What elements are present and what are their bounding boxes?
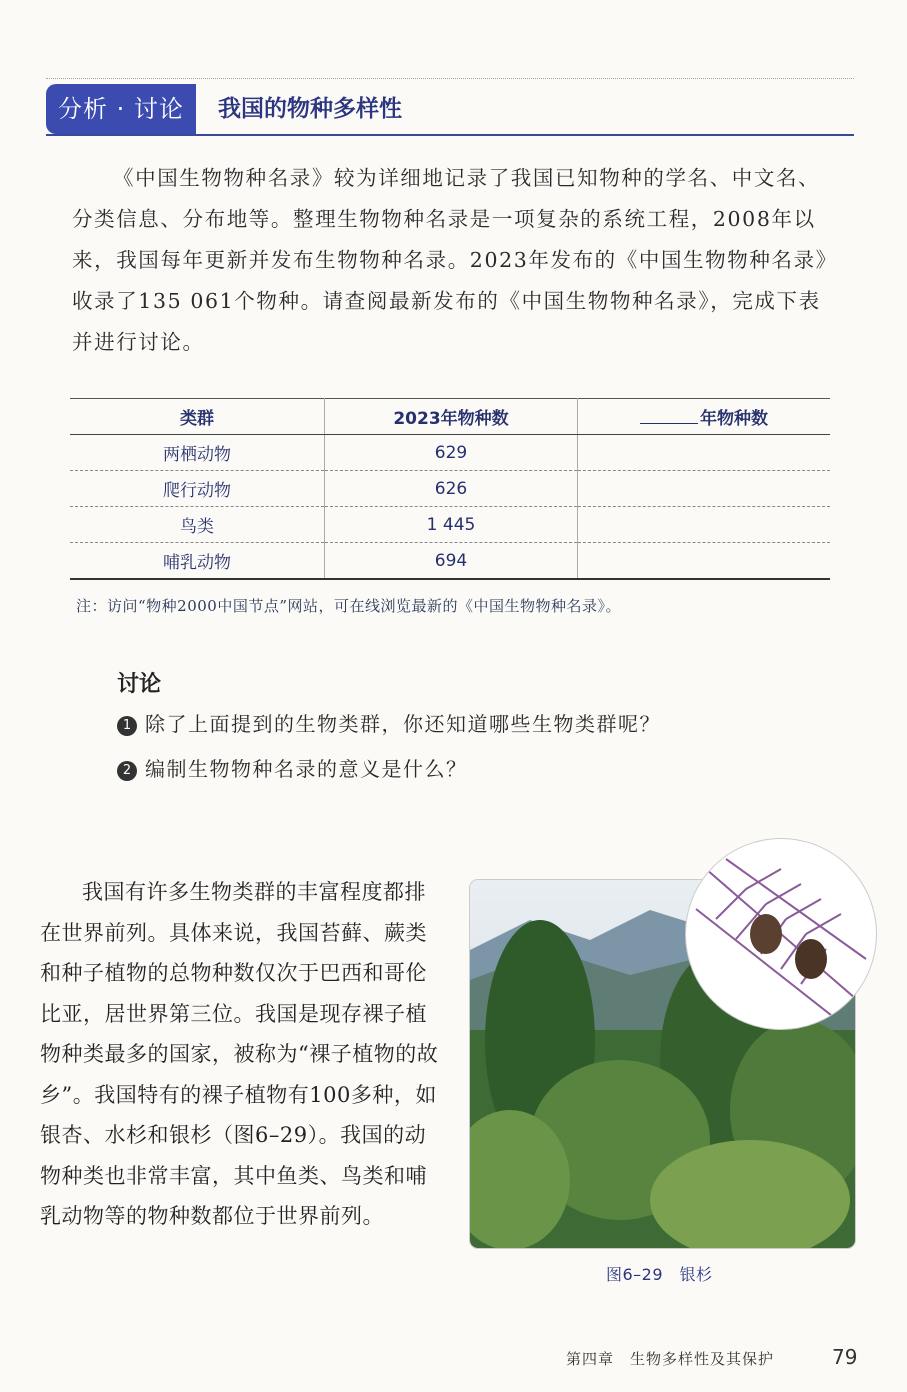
species-table	[70, 398, 830, 580]
cell-count-2023: 1 445	[325, 507, 578, 543]
cell-blank	[578, 435, 831, 471]
cell-group: 鸟类	[70, 507, 325, 543]
cell-blank	[578, 471, 831, 507]
table-header-row	[70, 399, 830, 435]
discussion-question-1: 1 除了上面提到的生物类群，你还知道哪些生物类群呢？	[117, 708, 661, 737]
number-badge: 2	[117, 761, 137, 781]
body-paragraph: 我国有许多生物类群的丰富程度都排在世界前列。具体来说，我国苔藓、蕨类和种子植物的总物种数仅次于巴西和哥伦比亚，居世界第三位。我国是现存裸子植物种类最多的国家，被称为“裸子植物的故乡”。我国特有的裸子植物有100多种，如银杏、水杉和银杉（图6–29）。我国的动物种类也非常丰富，其中鱼类、鸟类和哺乳动物等的物种数都位于世界前列。	[40, 880, 439, 1228]
discussion-title: 讨论	[117, 672, 162, 697]
cell-count-2023: 629	[325, 435, 578, 471]
figure-caption: 图6–29 银杉	[606, 1265, 713, 1284]
intro-paragraph: 《中国生物物种名录》较为详细地记录了我国已知物种的学名、中文名、分类信息、分布地等。整理生物物种名录是一项复杂的系统工程，2008年以来，我国每年更新并发布生物物种名录。2023年发布的《中国生物物种名录》收录了135 061个物种。请查阅最新发布的《中国生物物种名录》，完成下表并进行讨论。	[72, 166, 828, 354]
header-blank-year: 年物种数	[578, 399, 831, 435]
cell-blank	[578, 543, 831, 580]
top-dotted-rule	[46, 78, 854, 79]
cone-branch-inset	[685, 838, 877, 1030]
section-title: 我国的物种多样性	[218, 96, 402, 122]
number-badge: 1	[117, 716, 137, 736]
blank-line	[640, 407, 698, 424]
cell-count-2023: 694	[325, 543, 578, 580]
header-group: 类群	[70, 399, 325, 435]
discussion-question-2: 2 编制生物物种名录的意义是什么？	[117, 753, 468, 782]
table-row	[70, 471, 830, 507]
cell-group: 两栖动物	[70, 435, 325, 471]
cell-blank	[578, 507, 831, 543]
footer-chapter: 第四章 生物多样性及其保护	[566, 1350, 775, 1368]
cell-count-2023: 626	[325, 471, 578, 507]
cone-branch-illustration	[686, 839, 876, 1029]
page-number: 79	[832, 1345, 858, 1369]
cell-group: 哺乳动物	[70, 543, 325, 580]
header-2023: 2023年物种数	[325, 399, 578, 435]
section-header	[46, 84, 854, 136]
table-row	[70, 435, 830, 471]
table-row	[70, 507, 830, 543]
section-label: 分析 · 讨论	[46, 84, 196, 134]
table-row	[70, 543, 830, 580]
cell-group: 爬行动物	[70, 471, 325, 507]
table-note: 注：访问“物种2000中国节点”网站，可在线浏览最新的《中国生物物种名录》。	[76, 597, 622, 615]
